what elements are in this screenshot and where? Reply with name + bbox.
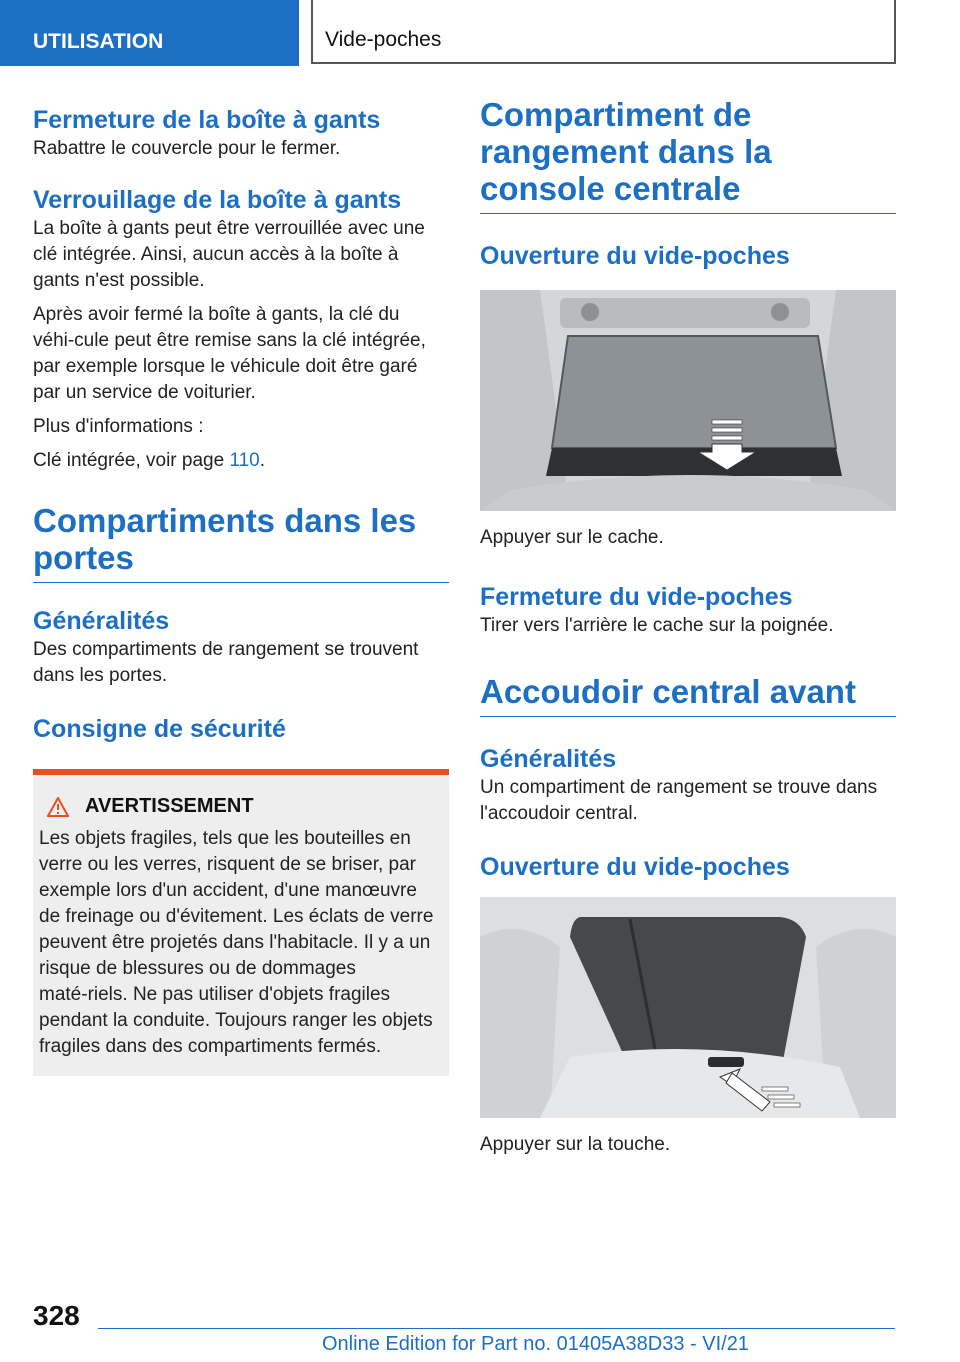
caption-2: Appuyer sur la touche. — [480, 1134, 671, 1155]
footer-rule — [98, 1328, 895, 1329]
text-more-info: Plus d'informations : — [33, 416, 204, 437]
page-title: Vide-poches — [325, 28, 442, 51]
left-column — [33, 96, 449, 1076]
heading-safety: Consigne de sécurité — [33, 715, 286, 743]
heading-doors-block — [33, 502, 449, 583]
text-lock-1: La boîte à gants peut être verrouillée avec une clé intégrée. Ainsi, aucun accès à la boîte à gants n'est possible. — [33, 218, 425, 291]
heading-general-2: Généralités — [480, 745, 617, 773]
page-link-110[interactable]: 110 — [229, 450, 260, 471]
heading-console-block — [480, 96, 896, 214]
text-close: Tirer vers l'arrière le cache sur la poignée. — [480, 615, 834, 636]
footer-edition: Online Edition for Part no. 01405A38D33 - VI/21 — [322, 1333, 749, 1355]
warning-text: Les objets fragiles, tels que les bouteilles en verre ou les verres, risquent de se briser, par exemple lors d'un accident, d'une manœuvre de freinage ou d'évitement. Les éclats de verre peuvent être projetés dans l'habitacle. Il y a un risque de blessures ou de dommages maté‑riels. Ne pas utiliser d'objets fragiles pendant la conduite. Toujours ranger les objets fragiles dans des compartiments fermés. — [39, 828, 434, 1057]
heading-armrest: Accoudoir central avant — [480, 673, 856, 710]
text-general-2: Un compartiment de rangement se trouve dans l'accoudoir central. — [480, 777, 878, 824]
heading-general: Généralités — [33, 607, 170, 635]
section-tab: UTILISATION — [0, 0, 299, 66]
warning-title: AVERTISSEMENT — [85, 795, 254, 817]
text-lock-2: Après avoir fermé la boîte à gants, la clé du véhi‑cule peut être remise sans la clé intégrée, par exemple lorsque le véhicule doit être garé par un service de voiturier. — [33, 304, 426, 403]
heading-console: Compartiment de rangement dans la console centrale — [480, 96, 772, 207]
heading-open-2: Ouverture du vide-poches — [480, 853, 790, 881]
heading-glove-lock: Verrouillage de la boîte à gants — [33, 186, 402, 214]
text-glove-close: Rabattre le couvercle pour le fermer. — [33, 138, 341, 159]
heading-armrest-block — [480, 673, 896, 717]
heading-glove-close: Fermeture de la boîte à gants — [33, 106, 381, 134]
right-column — [480, 96, 896, 1158]
text-key-ref: Clé intégrée, voir page 110. — [33, 450, 266, 471]
page-number: 328 — [33, 1300, 80, 1331]
warning-box — [33, 769, 449, 1076]
caption-1: Appuyer sur le cache. — [480, 527, 664, 548]
warning-header — [47, 795, 443, 818]
console-image — [480, 290, 896, 511]
heading-close: Fermeture du vide-poches — [480, 583, 793, 611]
heading-open-1: Ouverture du vide-poches — [480, 242, 790, 270]
text-general: Des compartiments de rangement se trouvent dans les portes. — [33, 639, 419, 686]
warning-triangle-icon — [47, 797, 69, 817]
armrest-image — [480, 897, 896, 1118]
heading-doors: Compartiments dans les portes — [33, 502, 417, 576]
